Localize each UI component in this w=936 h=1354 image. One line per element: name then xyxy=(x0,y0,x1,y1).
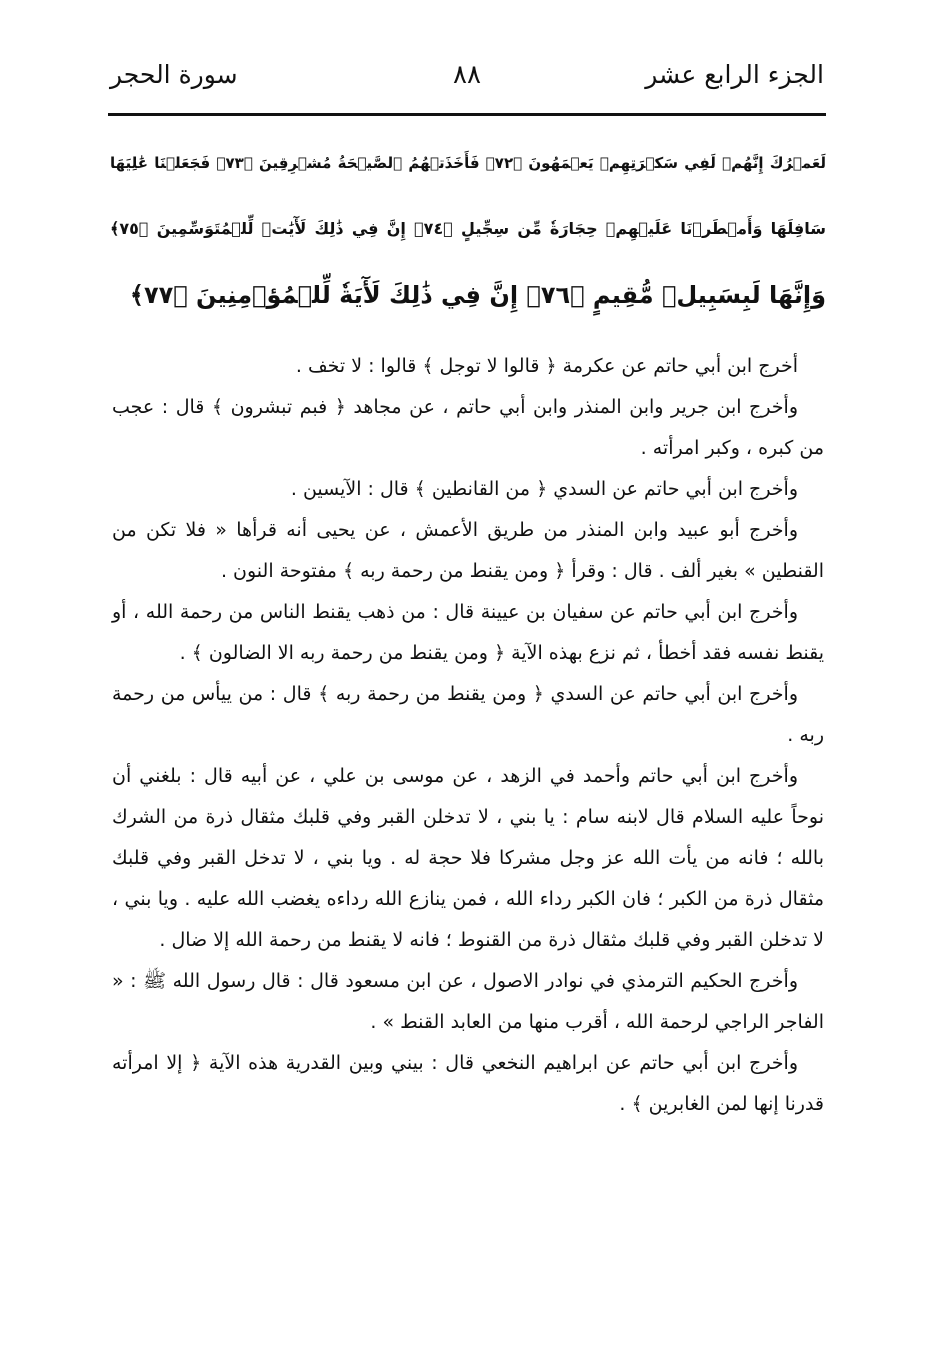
part-title: الجزء الرابع عشر xyxy=(645,60,824,89)
paragraph: وأخرج ابن أبي حاتم عن سفيان بن عيينة قال : من ذهب يقنط الناس من رحمة الله ، أو يقنط نفسه فقد أخطأ ، ثم نزع بهذه الآية ﴿ ومن يقنط من رحمة ربه الا الضالون ﴾ . xyxy=(112,601,824,664)
quran-line: سَافِلَهَا وَأَمۡطَرۡنَا عَلَيۡهِمۡ حِجَارَةٗ مِّن سِجِّيلٍ ﴿٧٤﴾ إِنَّ فِي ذَٰلِكَ لَأٓيَٰتٖ لِّلۡمُتَوَسِّمِينَ ﴿٧٥﴾ xyxy=(110,219,826,238)
paragraph: أخرج ابن أبي حاتم عن عكرمة ﴿ قالوا لا توجل ﴾ قالوا : لا تخف . xyxy=(295,355,798,377)
quran-line: وَإِنَّهَا لَبِسَبِيلٖ مُّقِيمٍ ﴿٧٦﴾ إِنَّ فِي ذَٰلِكَ لَأٓيَةٗ لِّلۡمُؤۡمِنِينَ ﴿٧٧﴾ xyxy=(129,281,826,309)
commentary-text xyxy=(112,346,824,1125)
paragraph: وأخرج ابن أبي حاتم عن ابراهيم النخعي قال : بيني وبين القدرية هذه الآية ﴿ إلا امرأته قدرنا إنها لمن الغابرين ﴾ . xyxy=(112,1052,824,1115)
header-rule xyxy=(108,113,826,116)
paragraph: وأخرج ابن أبي حاتم وأحمد في الزهد ، عن موسى بن علي ، عن أبيه قال : بلغني أن نوحاً عليه السلام قال لابنه سام : يا بني ، لا تدخلن القبر وفي قلبك مثقال ذرة من الشرك بالله ؛ فانه من يأت الله عز وجل مشركا فلا حجة له . ويا بني ، لا تدخل القبر وفي قلبك مثقال ذرة من الكبر ؛ فان الكبر رداء الله ، فمن ينازع الله رداءه يغضب الله عليه . ويا بني ، لا تدخلن القبر وفي قلبك مثقال ذرة من القنوط ؛ فانه لا يقنط من رحمة الله إلا ضال . xyxy=(112,765,824,951)
paragraph: وأخرج الحكيم الترمذي في نوادر الاصول ، عن ابن مسعود قال : قال رسول الله ﷺ : « الفاجر الراجي لرحمة الله ، أقرب منها من العابد القنط » . xyxy=(112,970,824,1033)
quran-verses xyxy=(110,130,826,328)
surah-title: سورة الحجر xyxy=(110,60,238,89)
paragraph: وأخرج ابن جرير وابن المنذر وابن أبي حاتم ، عن مجاهد ﴿ فبم تبشرون ﴾ قال : عجب من كبره ، وكبر امرأته . xyxy=(112,396,824,459)
page-number: ٨٨ xyxy=(453,60,481,90)
running-header xyxy=(110,60,824,106)
quran-line: لَعَمۡرُكَ إِنَّهُمۡ لَفِي سَكۡرَتِهِمۡ يَعۡمَهُونَ ﴿٧٢﴾ فَأَخَذَتۡهُمُ ٱلصَّيۡحَةُ مُشۡرِقِينَ ﴿٧٣﴾ فَجَعَلۡنَا عَٰلِيَهَا xyxy=(110,154,826,172)
paragraph: وأخرج ابن أبي حاتم عن السدي ﴿ من القانطين ﴾ قال : الآيسين . xyxy=(290,478,798,500)
paragraph: وأخرج ابن أبي حاتم عن السدي ﴿ ومن يقنط من رحمة ربه ﴾ قال : من ييأس من رحمة ربه . xyxy=(112,683,824,746)
paragraph: وأخرج أبو عبيد وابن المنذر من طريق الأعمش ، عن يحيى أنه قرأها « فلا تكن من القنطين » بغير ألف . قال : وقرأ ﴿ ومن يقنط من رحمة ربه ﴾ مفتوحة النون . xyxy=(112,519,824,582)
